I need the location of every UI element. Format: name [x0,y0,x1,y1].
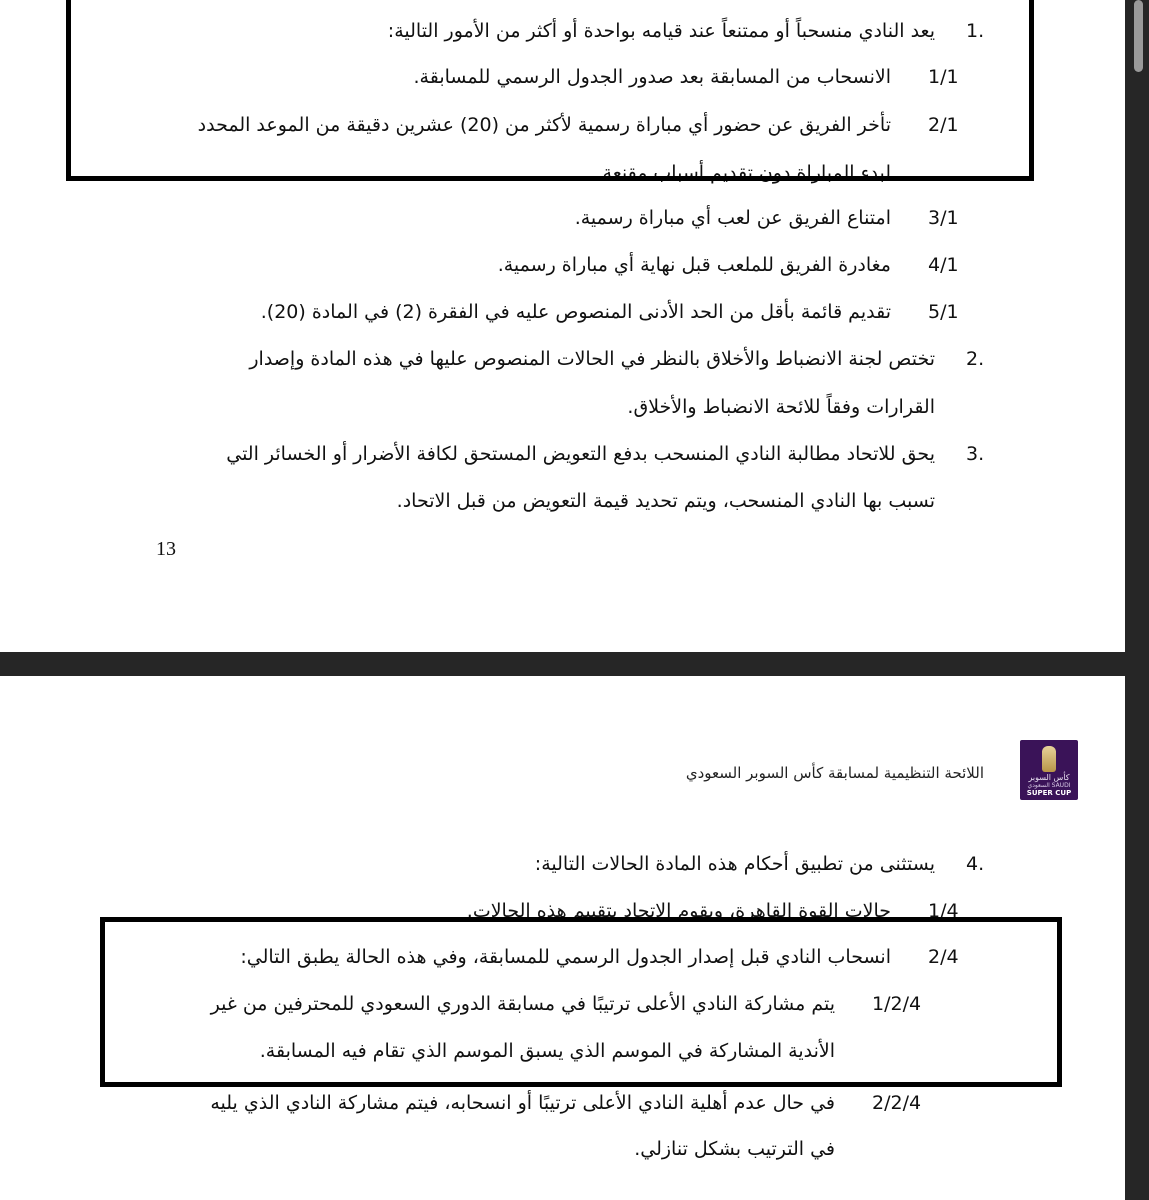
item-number: 4/1 [928,254,959,276]
paragraph-line: تقديم قائمة بأقل من الحد الأدنى المنصوص عليه في الفقرة (2) في المادة (20). [260,301,891,323]
logo-text: كأس السوبر [1028,773,1070,782]
scrollbar-thumb[interactable] [1134,0,1143,72]
paragraph-line: مغادرة الفريق للملعب قبل نهاية أي مباراة رسمية. [497,254,891,276]
paragraph-line: في حال عدم أهلية النادي الأعلى ترتيبًا أو انسحابه، فيتم مشاركة النادي الذي يليه [210,1092,835,1114]
item-number: 2/1 [928,114,959,136]
paragraph-line: حالات القوة القاهرة، ويقوم الاتحاد بتقييم هذه الحالات. [466,900,891,922]
page-number: 13 [156,538,176,560]
item-number: 2/2/4 [872,1092,922,1114]
document-page-2 [0,676,1125,1200]
item-number: 1/4 [928,900,959,922]
item-number: 4. [966,853,985,875]
paragraph-line: في الترتيب بشكل تنازلي. [634,1138,835,1160]
item-number: 3. [966,443,985,465]
paragraph-line: امتناع الفريق عن لعب أي مباراة رسمية. [574,207,891,229]
trophy-icon [1042,746,1056,772]
paragraph-line: الانسحاب من المسابقة بعد صدور الجدول الرسمي للمسابقة. [413,66,891,88]
item-number: 1. [966,20,985,42]
item-number: 1/2/4 [872,993,922,1015]
item-number: 1/1 [928,66,959,88]
item-number: 5/1 [928,301,959,323]
logo-text: السعودي SAUDI [1027,782,1071,789]
paragraph-line: تختص لجنة الانضباط والأخلاق بالنظر في الحالات المنصوص عليها في هذه المادة وإصدار [249,348,935,370]
paragraph-line: تسبب بها النادي المنسحب، ويتم تحديد قيمة التعويض من قبل الاتحاد. [396,490,935,512]
paragraph-line: انسحاب النادي قبل إصدار الجدول الرسمي للمسابقة، وفي هذه الحالة يطبق التالي: [240,946,891,968]
paragraph-line: لبدء المباراة دون تقديم أسباب مقنعة. [596,162,891,184]
paragraph-line: يعد النادي منسحباً أو ممتنعاً عند قيامه بواحدة أو أكثر من الأمور التالية: [387,20,935,42]
paragraph-line: يستثنى من تطبيق أحكام هذه المادة الحالات التالية: [534,853,935,875]
saudi-super-cup-logo [1020,740,1078,800]
item-number: 2/4 [928,946,959,968]
paragraph-line: تأخر الفريق عن حضور أي مباراة رسمية لأكثر من (20) عشرين دقيقة من الموعد المحدد [197,114,891,136]
document-header-title: اللائحة التنظيمية لمسابقة كأس السوبر السعودي [685,764,984,782]
paragraph-line: يحق للاتحاد مطالبة النادي المنسحب بدفع التعويض المستحق لكافة الأضرار أو الخسائر التي [226,443,935,465]
logo-text: SUPER CUP [1026,789,1072,797]
paragraph-line: الأندية المشاركة في الموسم الذي يسبق الموسم الذي تقام فيه المسابقة. [259,1040,835,1062]
paragraph-line: يتم مشاركة النادي الأعلى ترتيبًا في مسابقة الدوري السعودي للمحترفين من غير [210,993,835,1015]
paragraph-line: القرارات وفقاً للائحة الانضباط والأخلاق. [627,396,935,418]
item-number: 3/1 [928,207,959,229]
item-number: 2. [966,348,985,370]
